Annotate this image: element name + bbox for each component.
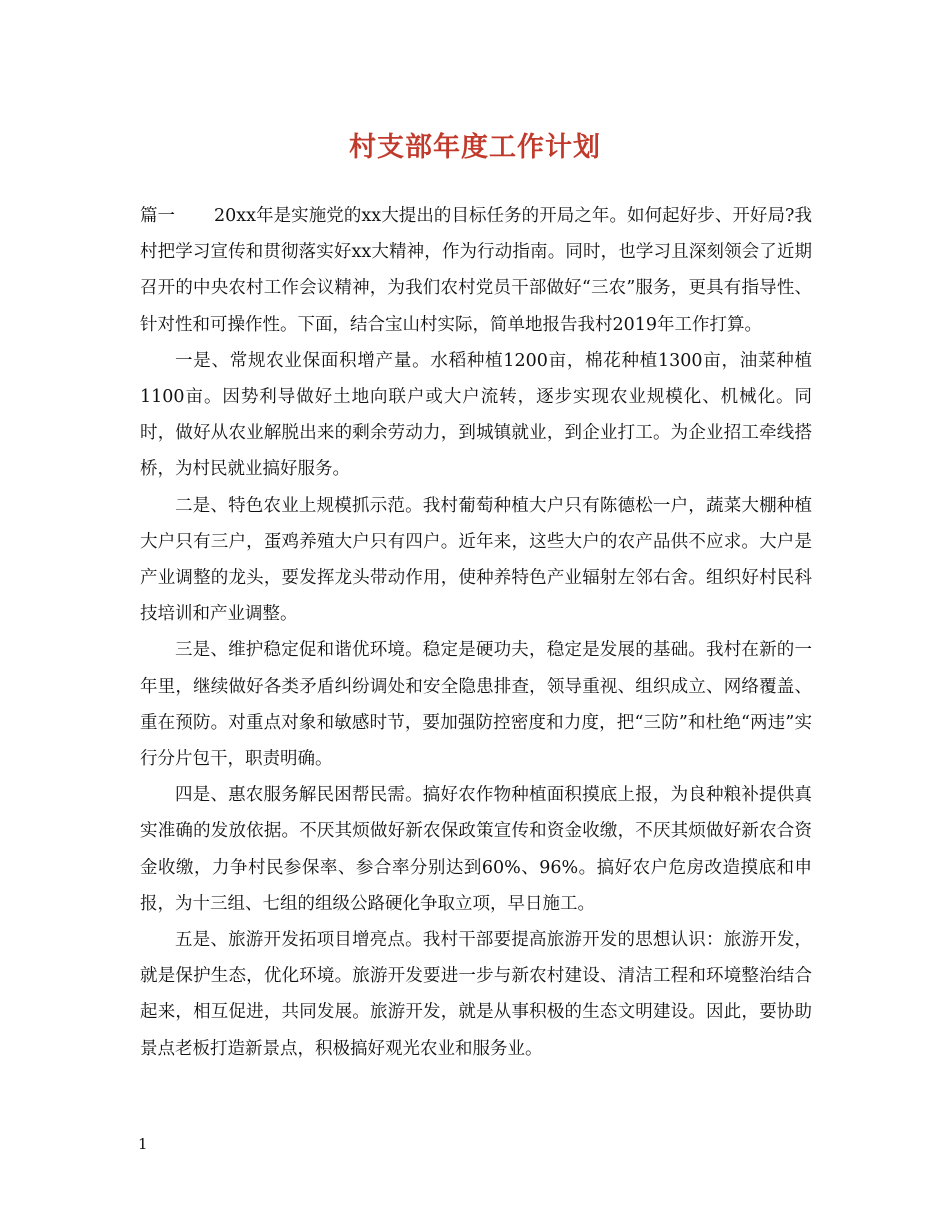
paragraph-3: 三是、维护稳定促和谐优环境。稳定是硬功夫，稳定是发展的基础。我村在新的一年里，继续做好各类矛盾纠纷调处和安全隐患排查，领导重视、组织成立、网络覆盖、重在预防。对重点对象和敏感时节，要加强防控密度和力度，把“三防”和杜绝“两违”实行分片包干，职责明确。: [140, 640, 812, 770]
intro-paragraph: [140, 198, 812, 343]
document-title: 村支部年度工作计划: [349, 132, 601, 163]
section-prefix: 篇一: [140, 206, 175, 226]
intro-text: 20xx年是实施党的xx大提出的目标任务的开局之年。如何起好步、开好局?我村把学习宣传和贯彻落实好xx大精神，作为行动指南。同时，也学习且深刻领会了近期召开的中央农村工作会议精神，为我们农村党员干部做好“三农”服务，更具有指导性、针对性和可操作性。下面，结合宝山村实际，简单地报告我村2019年工作打算。: [140, 206, 812, 335]
paragraph-1: 一是、常规农业保面积增产量。水稻种植1200亩，棉花种植1300亩，油菜种植1100亩。因势利导做好土地向联户或大户流转，逐步实现农业规模化、机械化。同时，做好从农业解脱出来的剩余劳动力，到城镇就业，到企业打工。为企业招工牵线搭桥，为村民就业搞好服务。: [140, 350, 812, 480]
paragraph-2: 二是、特色农业上规模抓示范。我村葡萄种植大户只有陈德松一户，蔬菜大棚种植大户只有三户，蛋鸡养殖大户只有四户。近年来，这些大户的农产品供不应求。大户是产业调整的龙头，要发挥龙头带动作用，使种养特色产业辐射左邻右舍。组织好村民科技培训和产业调整。: [140, 495, 812, 625]
paragraph-5: 五是、旅游开发拓项目增亮点。我村干部要提高旅游开发的思想认识：旅游开发，就是保护生态，优化环境。旅游开发要进一步与新农村建设、清洁工程和环境整治结合起来，相互促进，共同发展。旅游开发，就是从事积极的生态文明建设。因此，要协助景点老板打造新景点，积极搞好观光农业和服务业。: [140, 930, 812, 1059]
paragraph-4: 四是、惠农服务解民困帮民需。搞好农作物种植面积摸底上报，为良种粮补提供真实准确的发放依据。不厌其烦做好新农保政策宣传和资金收缴，不厌其烦做好新农合资金收缴，力争村民参保率、参合率分别达到60%、96%。搞好农户危房改造摸底和申报，为十三组、七组的组级公路硬化争取立项，早日施工。: [140, 785, 812, 914]
page-number: 1: [138, 1135, 148, 1153]
document-body: [140, 198, 812, 1067]
